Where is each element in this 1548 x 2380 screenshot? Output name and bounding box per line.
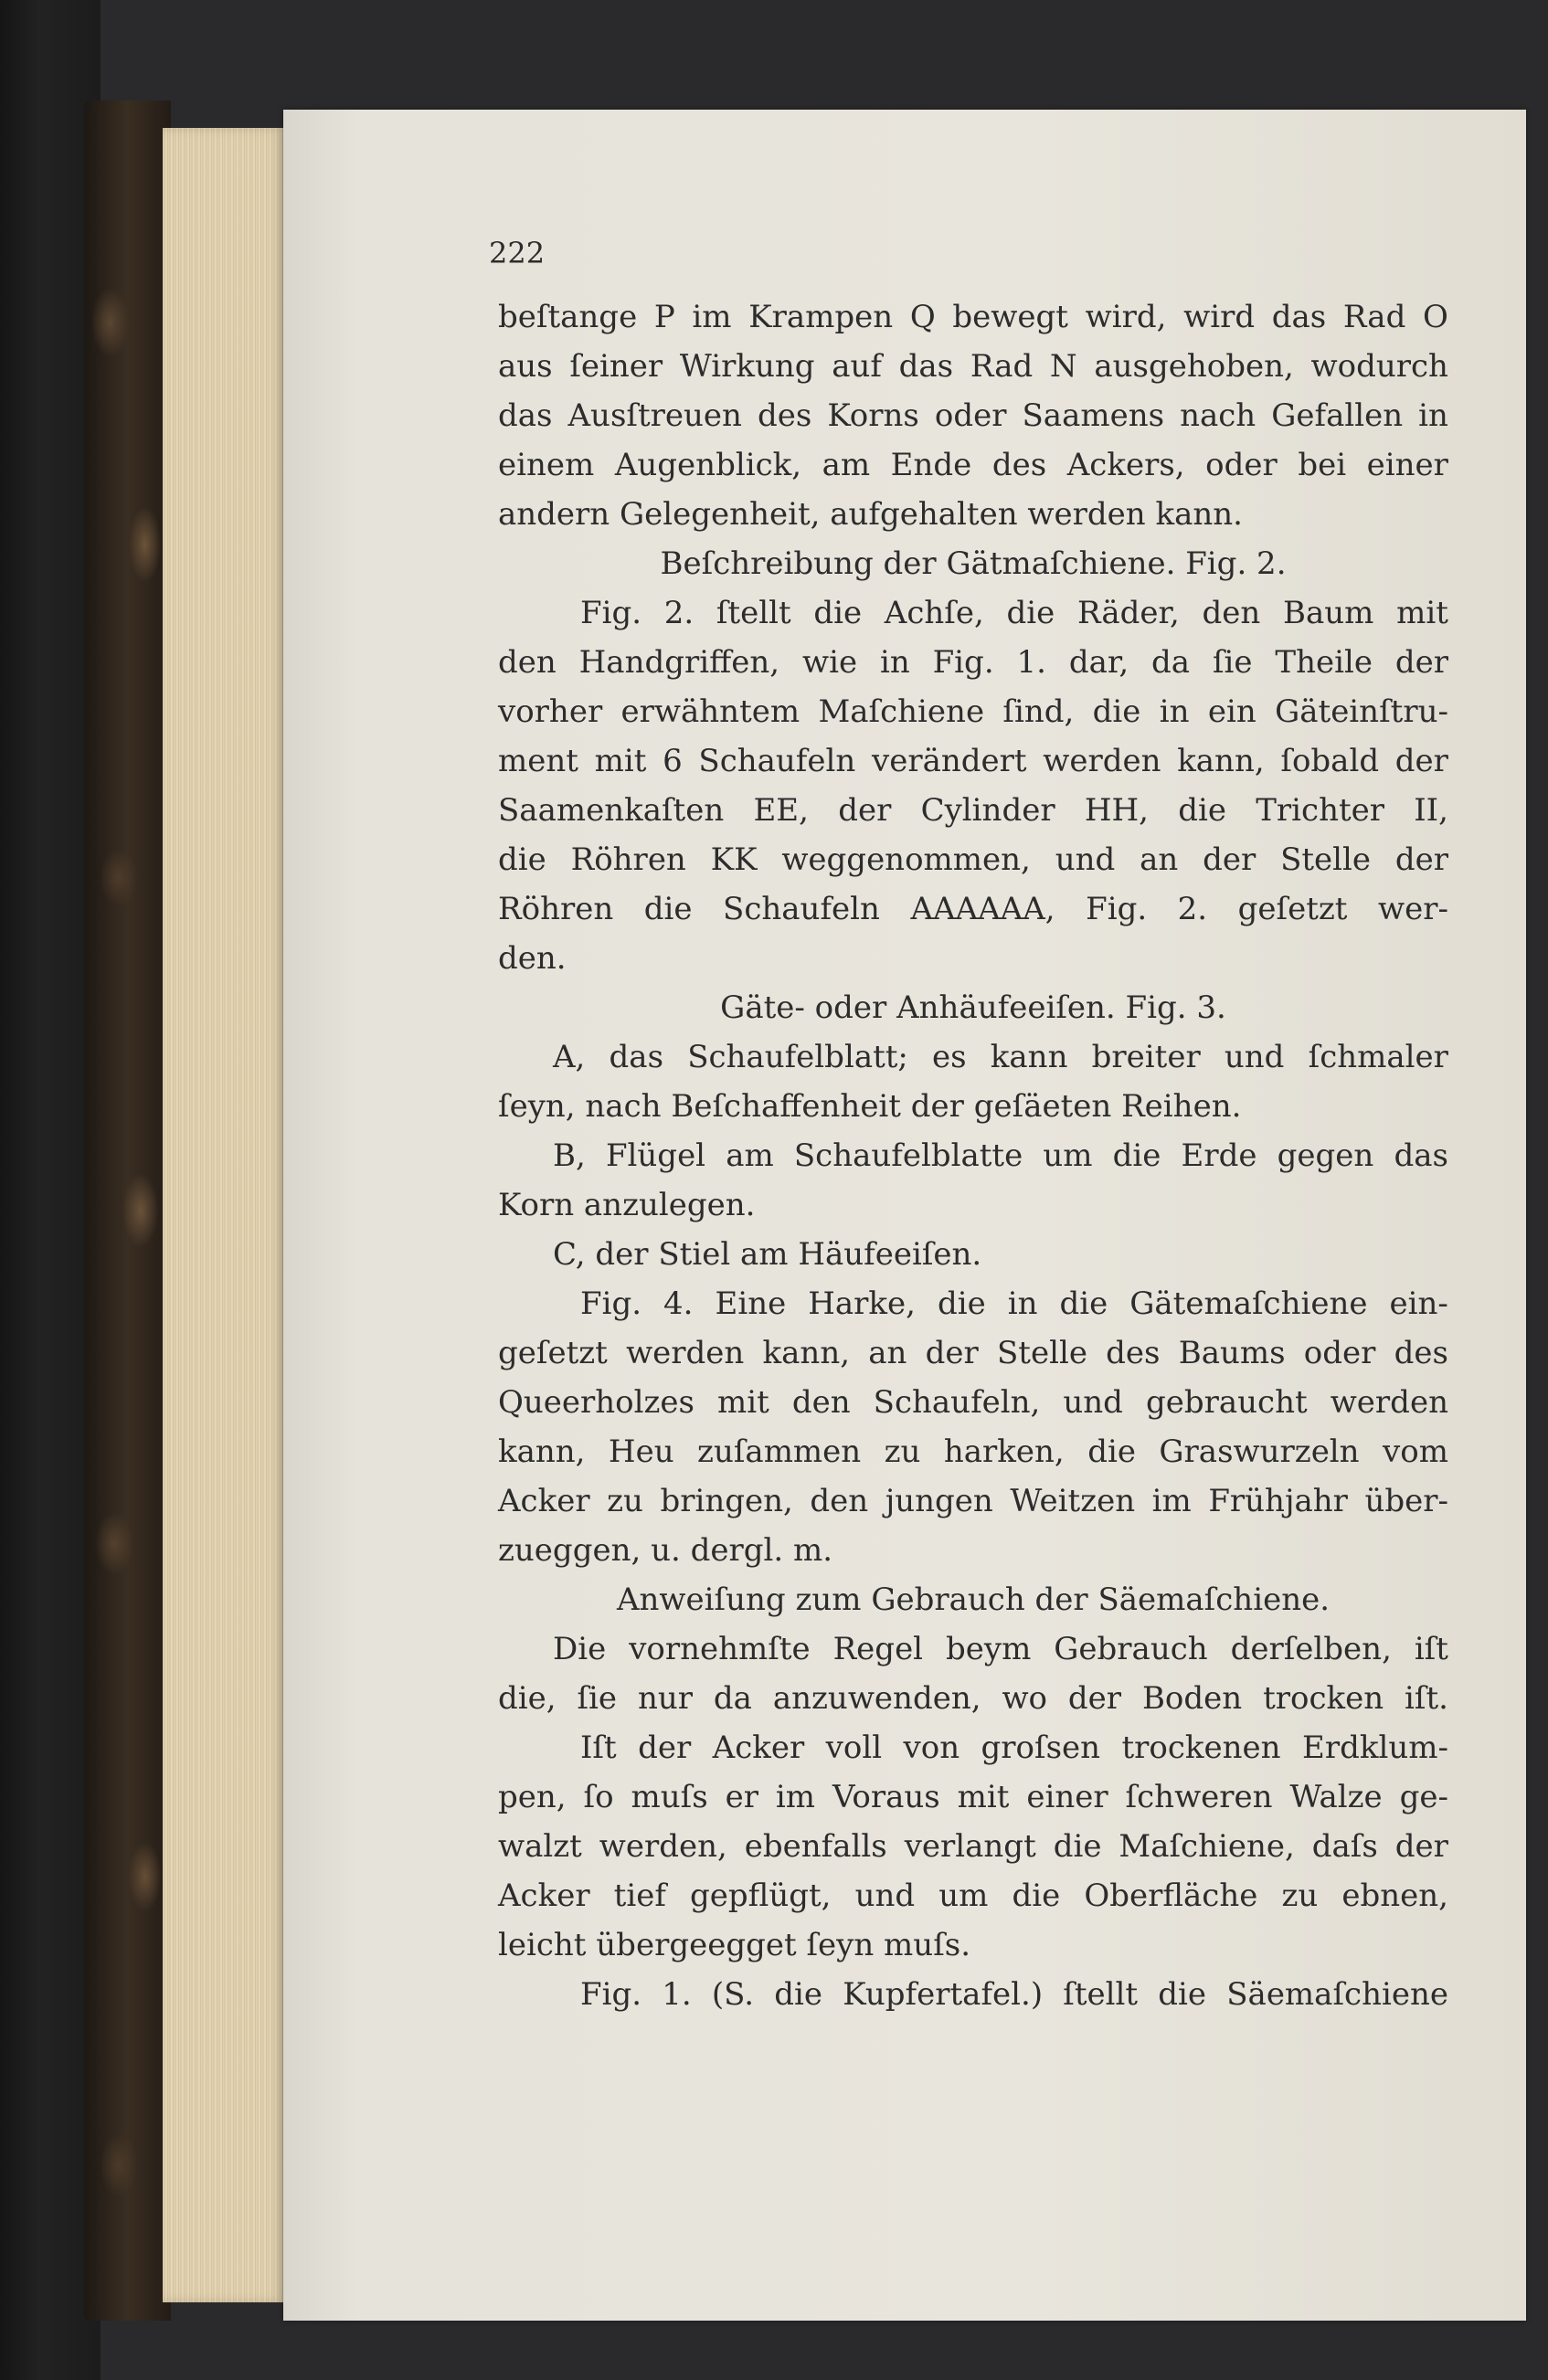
text-line: einem Augenblick, am Ende des Ackers, oder bei einer [498,447,1448,483]
text-line: Fig. 4. Eine Harke, die in die Gätemaſchiene ein- [580,1285,1448,1322]
text-line: Korn anzulegen. [498,1187,756,1223]
text-line: Queerholzes mit den Schaufeln, und gebraucht werden [498,1384,1448,1421]
text-line: Iſt der Acker voll von groſsen trockenen Erdklum- [580,1729,1448,1766]
page-text-block [498,292,1448,2019]
text-line: ment mit 6 Schaufeln verändert werden kann, ſobald der [498,743,1448,779]
text-line: aus ſeiner Wirkung auf das Rad N ausgehoben, wodurch [498,348,1448,385]
text-line: Die vornehmſte Regel beym Gebrauch derſelben, iſt [553,1631,1448,1667]
text-line: beſtange P im Krampen Q bewegt wird, wird das Rad O [498,299,1448,335]
page-edges [163,128,286,2302]
text-line: den Handgriffen, wie in Fig. 1. dar, da ſie Theile der [498,644,1448,681]
text-line: C, der Stiel am Häufeeiſen. [553,1236,982,1273]
text-line: kann, Heu zuſammen zu harken, die Graswurzeln vom [498,1433,1448,1470]
text-line: vorher erwähntem Maſchiene ſind, die in ein Gäteinſtru- [498,693,1448,730]
text-line: ſeyn, nach Beſchaffenheit der geſäeten Reihen. [498,1088,1242,1125]
text-line: andern Gelegenheit, aufgehalten werden kann. [498,496,1243,533]
text-line: Acker tief gepflügt, und um die Oberfläche zu ebnen, [498,1878,1448,1914]
text-line: die, ſie nur da anzuwenden, wo der Boden trocken iſt. [498,1680,1448,1717]
text-line: Röhren die Schaufeln AAAAAA, Fig. 2. geſetzt wer- [498,891,1448,927]
text-line: leicht übergeegget ſeyn muſs. [498,1927,971,1963]
text-line: B, Flügel am Schaufelblatte um die Erde gegen das [553,1137,1448,1174]
text-line: den. [498,940,567,977]
text-line: Fig. 1. (S. die Kupfertafel.) ſtellt die Säemaſchiene [580,1976,1448,2013]
text-line: A, das Schaufelblatt; es kann breiter und ſchmaler [553,1039,1448,1075]
text-line: Saamenkaſten EE, der Cylinder HH, die Trichter II, [498,792,1448,829]
text-line: zueggen, u. dergl. m. [498,1532,833,1569]
text-line: pen, ſo muſs er im Voraus mit einer ſchweren Walze ge- [498,1779,1448,1815]
text-line: das Ausſtreuen des Korns oder Saamens nach Gefallen in [498,397,1448,434]
text-line: Fig. 2. ſtellt die Achſe, die Räder, den Baum mit [580,595,1448,631]
text-line: Anweiſung zum Gebrauch der Säemaſchiene. [616,1581,1331,1618]
text-line: Gäte- oder Anhäufeeiſen. Fig. 3. [720,989,1226,1026]
text-line: walzt werden, ebenfalls verlangt die Maſchiene, daſs der [498,1828,1448,1865]
text-line: die Röhren KK weggenommen, und an der Stelle der [498,841,1448,878]
page-number: 222 [489,236,546,270]
marbled-cover-edge [84,100,171,2321]
text-line: Acker zu bringen, den jungen Weitzen im Frühjahr über- [498,1483,1448,1519]
text-line: geſetzt werden kann, an der Stelle des Baums oder des [498,1335,1448,1371]
text-line: Beſchreibung der Gätmaſchiene. Fig. 2. [660,545,1287,582]
